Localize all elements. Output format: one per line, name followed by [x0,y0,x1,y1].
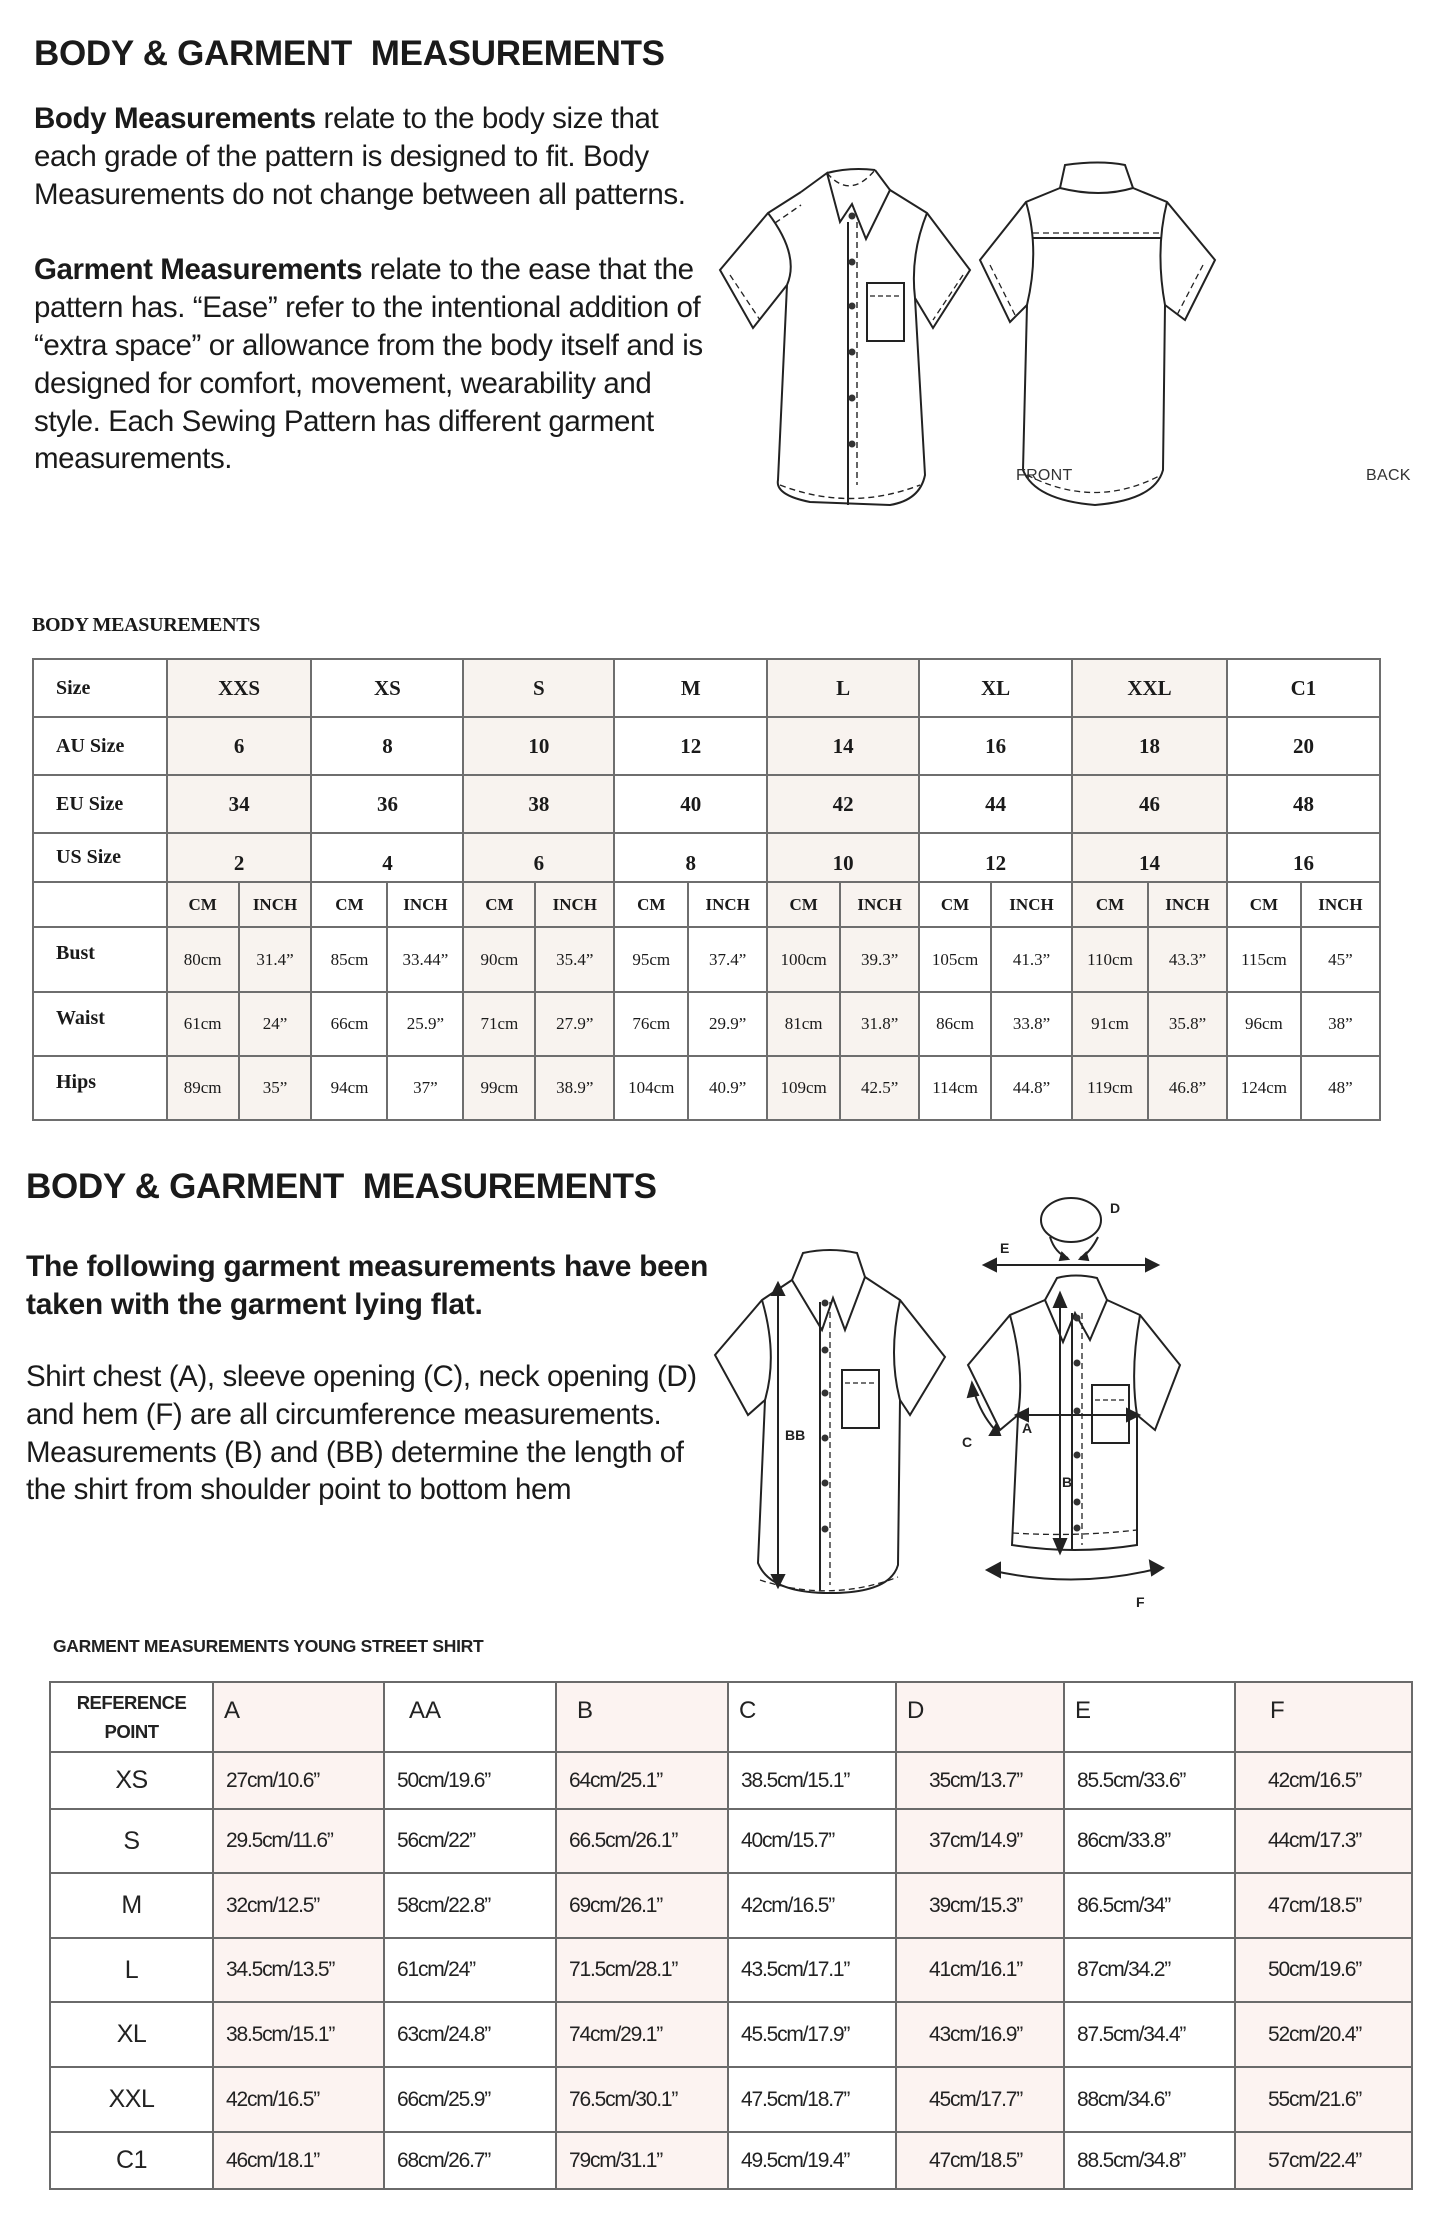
size-value: 14 [1072,833,1227,882]
section1-heading: BODY & GARMENT MEASUREMENTS [34,34,665,73]
unit-row [33,882,1380,927]
measurement-cell: 45.5cm/17.9” [728,2002,896,2067]
unit-inch-header: INCH [688,882,767,927]
cm-value: 119cm [1072,1056,1148,1120]
shirt-front-drawing [720,169,970,505]
measurement-cell: 47cm/18.5” [1235,1873,1412,1938]
column-header: E [1064,1682,1235,1752]
inch-value: 37” [387,1056,463,1120]
unit-cm-header: CM [1227,882,1301,927]
section2-lead: The following garment measurements have been taken with the garment lying flat. [26,1250,708,1321]
cm-value: 124cm [1227,1056,1301,1120]
size-value: 36 [311,775,463,833]
cm-value: 105cm [919,927,991,992]
cm-value: 96cm [1227,992,1301,1056]
size-value: 40 [614,775,767,833]
garment-measurements-paragraph [34,251,724,478]
size-value: 12 [919,833,1072,882]
measurement-cell: 55cm/21.6” [1235,2067,1412,2132]
size-value: 38 [463,775,614,833]
size-value: 8 [311,717,463,775]
inch-value: 24” [239,992,312,1056]
unit-cm-header: CM [463,882,535,927]
garment-measurements-text: relate to the ease that the pattern has. “Ease” refer to the intentional addition of “extra space” or allowance from the body itself and is designed for comfort, movement, wearability and style. Each Sewing Pattern has different garment measurements. [34,253,703,476]
measurement-cell: 43.5cm/17.1” [728,1938,896,2002]
f-arrow [987,1561,1163,1580]
cm-value: 115cm [1227,927,1301,992]
garment-table-title: GARMENT MEASUREMENTS YOUNG STREET SHIRT [53,1636,484,1656]
label-d: D [1110,1200,1121,1216]
column-header: AA [384,1682,556,1752]
column-header: D [896,1682,1064,1752]
cm-value: 94cm [311,1056,387,1120]
row-label: Hips [33,1056,167,1120]
measurement-cell: 43cm/16.9” [896,2002,1064,2067]
row-label: AU Size [33,717,167,775]
unit-inch-header: INCH [1301,882,1380,927]
size-label: L [50,1938,213,2002]
cm-value: 110cm [1072,927,1148,992]
inch-value: 46.8” [1148,1056,1227,1120]
cm-value: 80cm [167,927,239,992]
column-header: C [728,1682,896,1752]
measurement-cell: 32cm/12.5” [213,1873,384,1938]
label-e: E [1000,1240,1010,1256]
body-measurements-table [32,658,1381,1121]
garment-row [50,1752,1412,1809]
measurement-cell: 66.5cm/26.1” [556,1809,728,1873]
size-label: C1 [50,2132,213,2189]
measurement-cell: 79cm/31.1” [556,2132,728,2189]
unit-cm-header: CM [311,882,387,927]
measurement-cell: 34.5cm/13.5” [213,1938,384,2002]
measurement-cell: 38.5cm/15.1” [213,2002,384,2067]
size-value: 42 [767,775,919,833]
measurement-cell: 58cm/22.8” [384,1873,556,1938]
inch-value: 33.8” [991,992,1072,1056]
b-arrow [1054,1293,1066,1553]
size-value: 10 [463,717,614,775]
unit-inch-header: INCH [387,882,463,927]
label-bb: BB [785,1427,806,1443]
cm-value: 90cm [463,927,535,992]
inch-value: 35.4” [535,927,614,992]
garment-row [50,2067,1412,2132]
shirt-side-diagram [715,1250,945,1593]
cm-value: 81cm [767,992,840,1056]
measurement-row [33,927,1380,992]
measurement-cell: 87cm/34.2” [1064,1938,1235,2002]
inch-value: 25.9” [387,992,463,1056]
inch-value: 31.8” [840,992,919,1056]
size-header: XXL [1072,659,1227,717]
unit-inch-header: INCH [840,882,919,927]
measurement-cell: 63cm/24.8” [384,2002,556,2067]
garment-measurements-table [49,1681,1413,2190]
measured-diagram-buttons [1074,1315,1081,1532]
garment-row [50,2002,1412,2067]
measurement-cell: 47.5cm/18.7” [728,2067,896,2132]
c-arrow [968,1383,1000,1435]
measurement-cell: 45cm/17.7” [896,2067,1064,2132]
size-value: 44 [919,775,1072,833]
cm-value: 114cm [919,1056,991,1120]
inch-value: 39.3” [840,927,919,992]
row-label: US Size [33,833,167,882]
size-value: 34 [167,775,312,833]
measurement-cell: 57cm/22.4” [1235,2132,1412,2189]
measurement-cell: 35cm/13.7” [896,1752,1064,1809]
size-header: XL [919,659,1072,717]
measurement-cell: 64cm/25.1” [556,1752,728,1809]
body-measurements-paragraph [34,100,724,213]
empty-cell [33,882,167,927]
measurement-cell: 50cm/19.6” [384,1752,556,1809]
size-label: M [50,1873,213,1938]
measurement-diagram [700,1185,1445,1625]
cm-value: 71cm [463,992,535,1056]
column-header: A [213,1682,384,1752]
unit-cm-header: CM [1072,882,1148,927]
size-value: 48 [1227,775,1380,833]
measurement-cell: 29.5cm/11.6” [213,1809,384,1873]
size-label: XL [50,2002,213,2067]
label-c: C [962,1434,973,1450]
measurement-cell: 39cm/15.3” [896,1873,1064,1938]
unit-inch-header: INCH [239,882,312,927]
size-header: L [767,659,919,717]
size-value: 16 [1227,833,1380,882]
inch-value: 35.8” [1148,992,1227,1056]
measurement-cell: 74cm/29.1” [556,2002,728,2067]
cm-value: 61cm [167,992,239,1056]
measurement-cell: 41cm/16.1” [896,1938,1064,2002]
inch-value: 44.8” [991,1056,1072,1120]
unit-inch-header: INCH [991,882,1072,927]
size-system-row [33,833,1380,882]
unit-cm-header: CM [614,882,688,927]
reference-header-line1: REFERENCE [76,1692,187,1713]
measurement-cell: 46cm/18.1” [213,2132,384,2189]
size-header: C1 [1227,659,1380,717]
measurement-cell: 85.5cm/33.6” [1064,1752,1235,1809]
inch-value: 48” [1301,1056,1380,1120]
inch-value: 45” [1301,927,1380,992]
measurement-cell: 37cm/14.9” [896,1809,1064,1873]
row-label: Bust [33,927,167,992]
label-a: A [1022,1420,1033,1436]
size-value: 18 [1072,717,1227,775]
size-header: M [614,659,767,717]
size-system-row [33,775,1380,833]
size-value: 8 [614,833,767,882]
body-measurements-text: relate to the body size that each grade of the pattern is designed to fit. Body Measurements do not change between all patterns. [34,102,686,211]
garment-measurements-term: Garment Measurements [34,253,363,287]
inch-value: 33.44” [387,927,463,992]
measurement-cell: 88cm/34.6” [1064,2067,1235,2132]
inch-value: 41.3” [991,927,1072,992]
size-label: XS [50,1752,213,1809]
inch-value: 38.9” [535,1056,614,1120]
inch-value: 43.3” [1148,927,1227,992]
shirt-back-drawing [980,163,1215,506]
section2-description: Shirt chest (A), sleeve opening (C), neck opening (D) and hem (F) are all circumference measurements. Measurements (B) and (BB) determine the length of the shirt from shoulder point to bottom hem [26,1360,697,1507]
cm-value: 109cm [767,1056,840,1120]
inch-value: 29.9” [688,992,767,1056]
measurement-cell: 87.5cm/34.4” [1064,2002,1235,2067]
measurement-cell: 61cm/24” [384,1938,556,2002]
back-label: BACK [1366,467,1411,484]
measurement-cell: 27cm/10.6” [213,1752,384,1809]
measurement-cell: 71.5cm/28.1” [556,1938,728,2002]
cm-value: 85cm [311,927,387,992]
size-value: 6 [167,717,312,775]
measurement-cell: 69cm/26.1” [556,1873,728,1938]
reference-point-header [50,1682,213,1752]
size-value: 4 [311,833,463,882]
measurement-cell: 68cm/26.7” [384,2132,556,2189]
size-value: 6 [463,833,614,882]
cm-value: 76cm [614,992,688,1056]
measurement-row [33,992,1380,1056]
size-value: 16 [919,717,1072,775]
unit-cm-header: CM [919,882,991,927]
cm-value: 91cm [1072,992,1148,1056]
measurement-cell: 44cm/17.3” [1235,1809,1412,1873]
measurement-cell: 86cm/33.8” [1064,1809,1235,1873]
body-measurements-term: Body Measurements [34,102,316,135]
row-label: Waist [33,992,167,1056]
cm-value: 99cm [463,1056,535,1120]
cm-value: 89cm [167,1056,239,1120]
label-f: F [1136,1594,1145,1610]
size-value: 2 [167,833,312,882]
column-header: B [556,1682,728,1752]
garment-row [50,2132,1412,2189]
bb-arrow [772,1283,784,1587]
front-label: FRONT [1016,467,1073,484]
cm-value: 95cm [614,927,688,992]
label-b: B [1062,1474,1073,1490]
measurement-cell: 50cm/19.6” [1235,1938,1412,2002]
cm-value: 100cm [767,927,840,992]
unit-inch-header: INCH [535,882,614,927]
measurement-cell: 66cm/25.9” [384,2067,556,2132]
measurement-row [33,1056,1380,1120]
measurement-cell: 42cm/16.5” [728,1873,896,1938]
unit-inch-header: INCH [1148,882,1227,927]
inch-value: 35” [239,1056,312,1120]
unit-cm-header: CM [767,882,840,927]
size-label: XXL [50,2067,213,2132]
shirt-front-buttons [849,213,856,448]
size-value: 20 [1227,717,1380,775]
row-label: EU Size [33,775,167,833]
garment-row [50,1873,1412,1938]
size-value: 14 [767,717,919,775]
measurement-cell: 49.5cm/19.4” [728,2132,896,2189]
inch-value: 40.9” [688,1056,767,1120]
reference-header-line2: POINT [104,1721,159,1742]
garment-header-row [50,1682,1412,1752]
size-row [33,659,1380,717]
cm-value: 86cm [919,992,991,1056]
measurement-cell: 42cm/16.5” [1235,1752,1412,1809]
size-header: XS [311,659,463,717]
size-system-row [33,717,1380,775]
inch-value: 31.4” [239,927,312,992]
side-diagram-buttons [822,1300,829,1533]
measurement-cell: 76.5cm/30.1” [556,2067,728,2132]
inch-value: 27.9” [535,992,614,1056]
cm-value: 104cm [614,1056,688,1120]
size-value: 12 [614,717,767,775]
section2-heading: BODY & GARMENT MEASUREMENTS [26,1167,657,1206]
inch-value: 37.4” [688,927,767,992]
measurement-cell: 40cm/15.7” [728,1809,896,1873]
inch-value: 42.5” [840,1056,919,1120]
measurement-cell: 47cm/18.5” [896,2132,1064,2189]
size-header: S [463,659,614,717]
measurement-cell: 56cm/22” [384,1809,556,1873]
measurement-cell: 42cm/16.5” [213,2067,384,2132]
garment-row [50,1938,1412,2002]
garment-row [50,1809,1412,1873]
body-table-title: BODY MEASUREMENTS [32,614,261,636]
measurement-cell: 86.5cm/34” [1064,1873,1235,1938]
shirt-front-back-illustration [715,140,1445,510]
unit-cm-header: CM [167,882,239,927]
measurement-cell: 38.5cm/15.1” [728,1752,896,1809]
cm-value: 66cm [311,992,387,1056]
size-value: 10 [767,833,919,882]
size-label: S [50,1809,213,1873]
row-label: Size [33,659,167,717]
column-header: F [1235,1682,1412,1752]
section1-intro [34,100,724,478]
measurement-cell: 88.5cm/34.8” [1064,2132,1235,2189]
size-header: XXS [167,659,312,717]
measurement-cell: 52cm/20.4” [1235,2002,1412,2067]
inch-value: 38” [1301,992,1380,1056]
size-value: 46 [1072,775,1227,833]
